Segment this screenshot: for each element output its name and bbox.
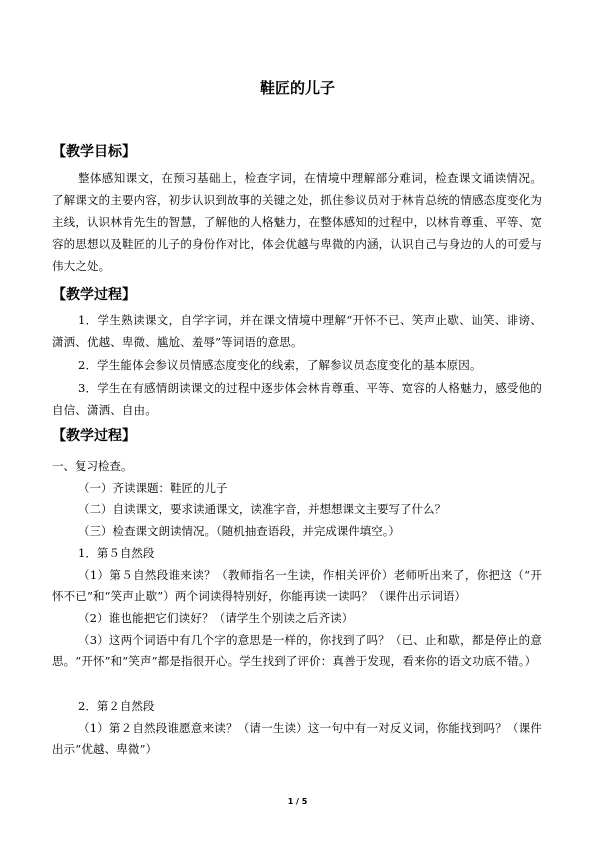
- process-item-2: 2．学生能体会参议员情感态度变化的线索，了解参议员态度变化的基本原因。: [78, 358, 482, 372]
- step-3-line: （三）检查课文朗读情况。（随机抽查语段，并完成课件填空。）: [78, 524, 400, 538]
- document-title: 鞋匠的儿子: [259, 79, 335, 97]
- paragraph-5-question-3: （3）这两个词语中有几个字的意思是一样的，你找到了吗？（已、止和歇，都是停止的意思。“开怀”和“笑声”都是指很开心。学生找到了评价：真善于发现，看来你的语文功底不错。）: [52, 633, 542, 668]
- process-item-1: 1．学生熟读课文，自学字词，并在课文情境中理解“开怀不已、笑声止歇、讪笑、诽谤、潇洒、优越、卑微、尴尬、羞辱”等词语的意思。: [52, 313, 542, 349]
- review-line: 一、复习检查。: [52, 459, 133, 473]
- goals-paragraph: 整体感知课文，在预习基础上，检查字词，在情境中理解部分难词，检查课文诵读情况。了解课文的主要内容，初步认识到故事的关键之处，抓住参议员对于林肯总统的情感态度变化为主线，认识林肯先生的智慧，了解他的人格魅力，在整体感知的过程中，以林肯尊重、平等、宽容的思想以及鞋匠的儿子的身份作对比，体会优越与卑微的内涵，认识自己与身边的人的可爱与伟大之处。: [52, 171, 542, 273]
- page-number: 1 / 5: [287, 797, 308, 806]
- process-heading-1: 【教学过程】: [52, 287, 136, 303]
- paragraph-5-question-1: （1）第５自然段谁来读？（教师指名一生读，作相关评价）老师听出来了，你把这（“开怀不已”和“笑声止歇”）两个词读得特别好，你能再读一读吗？（课件出示词语）: [52, 568, 542, 603]
- paragraph-5-question-2: （2）谁也能把它们读好？（请学生个别读之后齐读）: [78, 611, 354, 625]
- step-1-line: （一）齐读课题：鞋匠的儿子: [78, 481, 228, 495]
- process-item-3: 3．学生在有感情朗读课文的过程中逐步体会林肯尊重、平等、宽容的人格魅力，感受他的自信、潇洒、自由。: [52, 381, 542, 417]
- paragraph-2-question-1: （1）第２自然段谁愿意来读？（请一生读）这一句中有一对反义词，你能找到吗？（课件出示“优越、卑微”）: [52, 721, 542, 756]
- process-heading-2: 【教学过程】: [52, 428, 136, 444]
- goals-heading: 【教学目标】: [52, 144, 136, 160]
- step-2-line: （二）自读课文，要求读通课文，读准字音，并想想课文主要写了什么？: [78, 502, 446, 516]
- paragraph-2-label: 2．第２自然段: [78, 699, 155, 713]
- paragraph-5-label: 1．第５自然段: [78, 546, 155, 560]
